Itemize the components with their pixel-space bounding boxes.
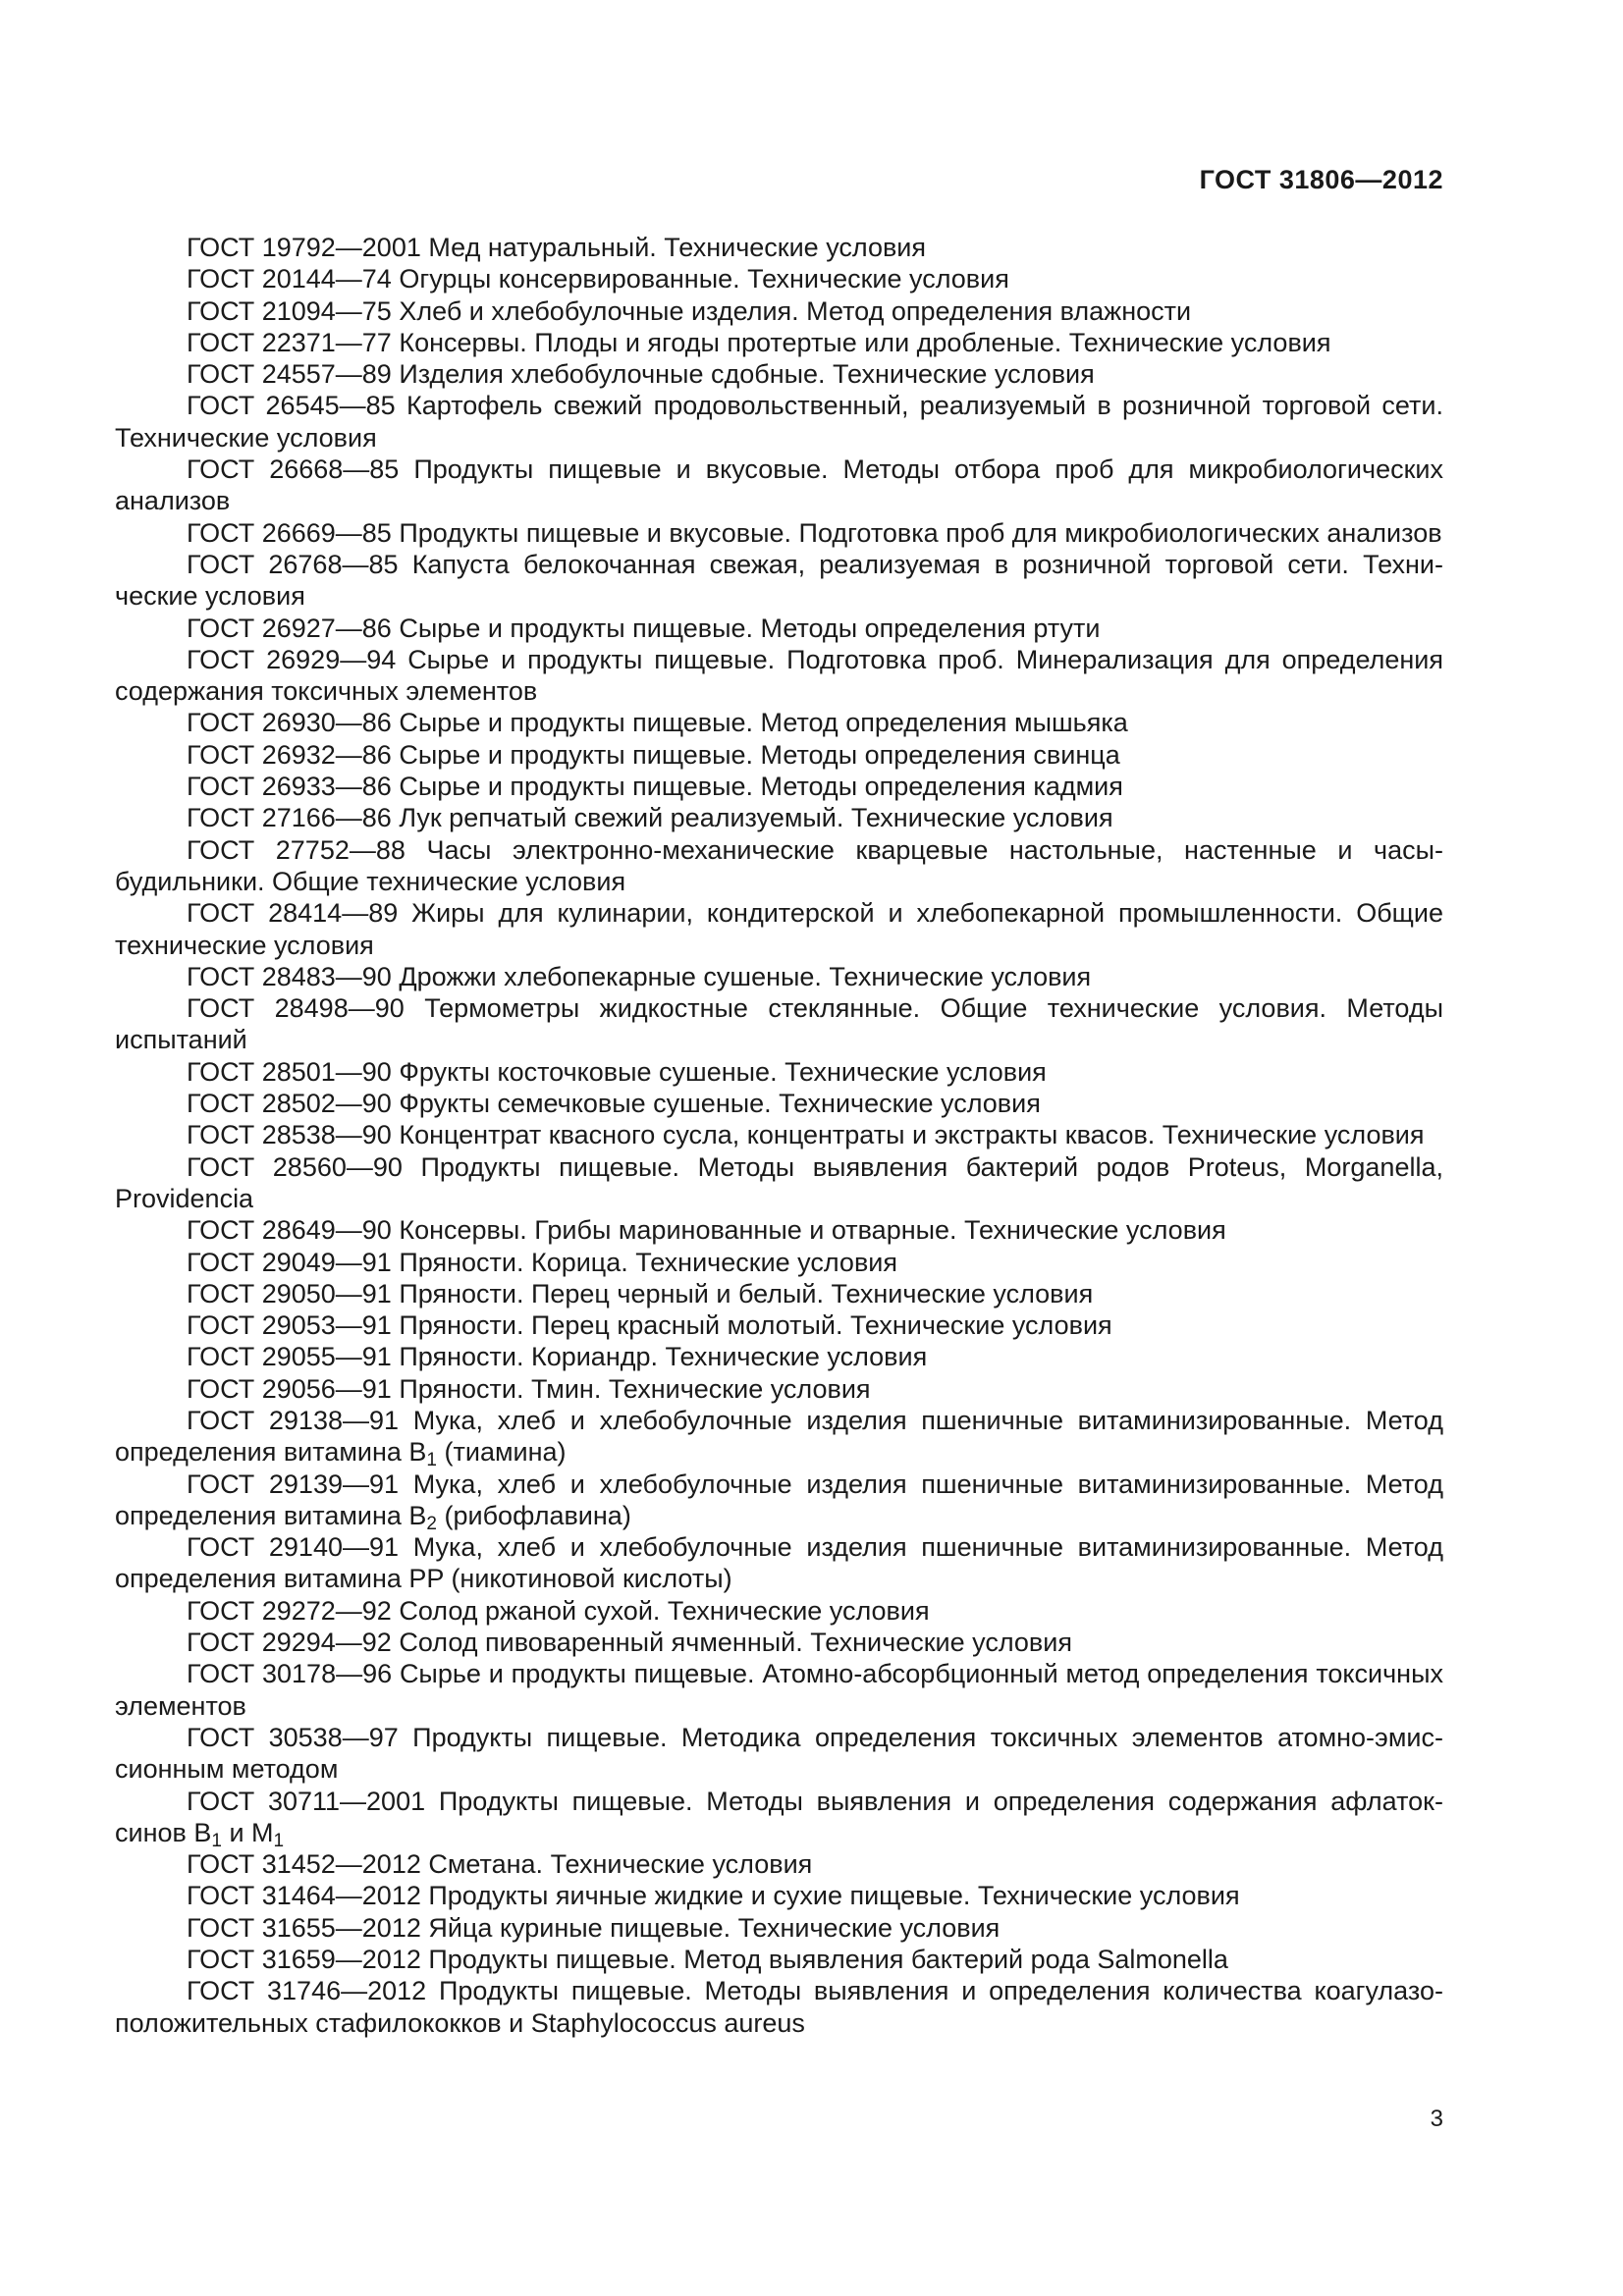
reference-code: ГОСТ 26929—94: [187, 644, 397, 674]
reference-item: [115, 1247, 1443, 1278]
reference-item: [115, 517, 1443, 549]
reference-item: [115, 358, 1443, 390]
reference-item: [115, 1595, 1443, 1627]
document-header: ГОСТ 31806—2012: [1199, 165, 1443, 194]
reference-item: [115, 1309, 1443, 1341]
reference-item: [115, 1341, 1443, 1372]
reference-title: Пряности. Корица. Технические условия: [399, 1247, 897, 1277]
reference-code: ГОСТ 28538—90: [187, 1120, 392, 1150]
reference-title: Огурцы консервированные. Технические условия: [399, 264, 1009, 294]
reference-title: Сырье и продукты пищевые. Атомно-абсорбционный метод определения токсичных элементов: [115, 1659, 1443, 1721]
reference-title: Сырье и продукты пищевые. Методы определения свинца: [399, 739, 1120, 770]
reference-code: ГОСТ 22371—77: [187, 327, 392, 357]
reference-item: [115, 454, 1443, 517]
reference-title: Продукты пищевые. Методы выявления и определения содержания афлатоксинов $B_1$ и $M_1$: [115, 1786, 1443, 1851]
reference-code: ГОСТ 28560—90: [187, 1151, 403, 1182]
reference-title: Сметана. Технические условия: [428, 1849, 813, 1880]
reference-title: Термометры жидкостные стеклянные. Общие технические условия. Методы испытаний: [115, 993, 1443, 1055]
reference-code: ГОСТ 26768—85: [187, 549, 399, 579]
reference-item: [115, 613, 1443, 644]
reference-title: Мука, хлеб и хлебобулочные изделия пшеничные витаминизированные. Метод определения витамина $B_1$ (тиамина): [115, 1405, 1443, 1471]
reference-title: Солод ржаной сухой. Технические условия: [399, 1595, 930, 1626]
reference-code: ГОСТ 24557—89: [187, 359, 392, 390]
reference-title: Пряности. Перец черный и белый. Технические условия: [399, 1278, 1094, 1308]
reference-title: Мука, хлеб и хлебобулочные изделия пшеничные витаминизированные. Метод определения витамина PP (никотиновой кислоты): [115, 1532, 1443, 1594]
reference-item: [115, 1373, 1443, 1405]
reference-item: [115, 1214, 1443, 1246]
reference-title: Изделия хлебобулочные сдобные. Технические условия: [399, 359, 1095, 390]
reference-code: ГОСТ 29139—91: [187, 1468, 400, 1499]
reference-item: [115, 263, 1443, 294]
reference-code: ГОСТ 28502—90: [187, 1089, 392, 1119]
reference-item: [115, 1944, 1443, 1975]
reference-item: [115, 992, 1443, 1056]
reference-title: Пряности. Тмин. Технические условия: [399, 1373, 871, 1404]
reference-title: Продукты пищевые. Метод выявления бактерий рода Salmonella: [428, 1945, 1228, 1975]
reference-item: [115, 390, 1443, 454]
reference-code: ГОСТ 31452—2012: [187, 1849, 421, 1880]
reference-item: [115, 961, 1443, 992]
reference-code: ГОСТ 29050—91: [187, 1278, 392, 1308]
reference-code: ГОСТ 30178—96: [187, 1659, 393, 1689]
reference-item: [115, 1151, 1443, 1215]
reference-code: ГОСТ 21094—75: [187, 295, 392, 326]
reference-title: Фрукты косточковые сушеные. Технические условия: [399, 1056, 1047, 1087]
reference-code: ГОСТ 31464—2012: [187, 1881, 421, 1911]
reference-code: ГОСТ 29055—91: [187, 1342, 392, 1372]
reference-item: [115, 549, 1443, 613]
reference-item: [115, 1119, 1443, 1150]
reference-code: ГОСТ 26545—85: [187, 391, 396, 421]
reference-code: ГОСТ 29140—91: [187, 1532, 400, 1563]
reference-item: [115, 1405, 1443, 1471]
reference-title: Жиры для кулинарии, кондитерской и хлебопекарной промышленности. Общие технические условия: [115, 898, 1443, 960]
reference-title: Консервы. Плоды и ягоды протертые или дробленые. Технические условия: [399, 327, 1331, 357]
reference-code: ГОСТ 29138—91: [187, 1405, 400, 1435]
reference-title: Капуста белокочанная свежая, реализуемая в розничной торговой сети. Технические условия: [115, 549, 1443, 612]
reference-code: ГОСТ 29053—91: [187, 1310, 392, 1341]
reference-item: [115, 644, 1443, 708]
reference-item: [115, 1658, 1443, 1722]
reference-code: ГОСТ 28414—89: [187, 898, 399, 929]
reference-title: Продукты пищевые. Методика определения токсичных элементов атомно-эмиссионным методом: [115, 1722, 1443, 1785]
reference-code: ГОСТ 29049—91: [187, 1247, 392, 1277]
reference-code: ГОСТ 28501—90: [187, 1056, 392, 1087]
reference-code: ГОСТ 29056—91: [187, 1373, 392, 1404]
reference-code: ГОСТ 20144—74: [187, 264, 392, 294]
normative-references-list: [115, 232, 1443, 2039]
reference-title: Продукты яичные жидкие и сухие пищевые. Технические условия: [428, 1881, 1240, 1911]
reference-item: [115, 707, 1443, 738]
reference-title: Сырье и продукты пищевые. Методы определения ртути: [399, 613, 1101, 643]
reference-item: [115, 1848, 1443, 1880]
reference-item: [115, 1056, 1443, 1088]
reference-code: ГОСТ 28649—90: [187, 1215, 392, 1246]
reference-code: ГОСТ 30538—97: [187, 1722, 399, 1752]
reference-code: ГОСТ 29272—92: [187, 1595, 392, 1626]
reference-code: ГОСТ 31655—2012: [187, 1912, 421, 1943]
reference-item: [115, 1278, 1443, 1309]
reference-code: ГОСТ 30711—2001: [187, 1786, 426, 1816]
reference-item: [115, 327, 1443, 358]
reference-title: Часы электронно-механические кварцевые настольные, настенные и часы-будильники. Общие технические условия: [115, 834, 1443, 896]
reference-title: Дрожжи хлебопекарные сушеные. Технические условия: [399, 961, 1092, 991]
reference-item: [115, 771, 1443, 802]
reference-item: [115, 1722, 1443, 1786]
reference-code: ГОСТ 29294—92: [187, 1628, 392, 1658]
reference-code: ГОСТ 26668—85: [187, 454, 400, 485]
reference-item: [115, 1912, 1443, 1944]
reference-title: Яйца куриные пищевые. Технические условия: [428, 1912, 1001, 1943]
reference-title: Концентрат квасного сусла, концентраты и экстракты квасов. Технические условия: [399, 1120, 1425, 1150]
reference-title: Продукты пищевые. Методы выявления и определения количества коагулазоположительных стафилококков и Staphylococcus aureus: [115, 1976, 1443, 2038]
reference-title: Картофель свежий продовольственный, реализуемый в розничной торговой сети. Технические условия: [115, 391, 1443, 453]
reference-title: Сырье и продукты пищевые. Подготовка проб. Минерализация для определения содержания токсичных элементов: [115, 644, 1443, 707]
reference-code: ГОСТ 19792—2001: [187, 233, 421, 262]
reference-item: [115, 295, 1443, 327]
reference-code: ГОСТ 31746—2012: [187, 1976, 427, 2006]
reference-item: [115, 897, 1443, 961]
reference-title: Мед натуральный. Технические условия: [428, 233, 927, 262]
reference-item: [115, 1627, 1443, 1658]
reference-item: [115, 1088, 1443, 1119]
reference-title: Лук репчатый свежий реализуемый. Технические условия: [399, 803, 1113, 833]
reference-item: [115, 1880, 1443, 1911]
reference-item: [115, 739, 1443, 771]
reference-code: ГОСТ 28498—90: [187, 993, 405, 1024]
reference-code: ГОСТ 26927—86: [187, 613, 392, 643]
reference-title: Хлеб и хлебобулочные изделия. Метод определения влажности: [399, 295, 1192, 326]
reference-item: [115, 1786, 1443, 1849]
reference-item: [115, 834, 1443, 898]
reference-code: ГОСТ 26669—85: [187, 517, 392, 548]
reference-title: Сырье и продукты пищевые. Метод определения мышьяка: [399, 708, 1128, 738]
reference-code: ГОСТ 26932—86: [187, 739, 392, 770]
reference-item: [115, 802, 1443, 833]
reference-code: ГОСТ 26930—86: [187, 708, 392, 738]
reference-title: Продукты пищевые. Методы выявления бактерий родов Proteus, Morganella, Providencia: [115, 1151, 1443, 1213]
reference-title: Продукты пищевые и вкусовые. Методы отбора проб для микробиологических анализов: [115, 454, 1443, 516]
reference-code: ГОСТ 31659—2012: [187, 1945, 421, 1975]
reference-item: [115, 1468, 1443, 1532]
reference-title: Пряности. Кориандр. Технические условия: [399, 1342, 928, 1372]
reference-code: ГОСТ 27752—88: [187, 834, 406, 865]
reference-item: [115, 232, 1443, 263]
reference-title: Продукты пищевые и вкусовые. Подготовка проб для микробиологических анализов: [399, 517, 1442, 548]
reference-code: ГОСТ 28483—90: [187, 961, 392, 991]
reference-code: ГОСТ 26933—86: [187, 772, 392, 802]
reference-title: Мука, хлеб и хлебобулочные изделия пшеничные витаминизированные. Метод определения витамина $B_2$ (рибофлавина): [115, 1468, 1443, 1534]
page-number: 3: [1430, 2106, 1443, 2132]
reference-title: Консервы. Грибы маринованные и отварные. Технические условия: [399, 1215, 1226, 1246]
reference-title: Солод пивоваренный ячменный. Технические условия: [399, 1628, 1072, 1658]
reference-title: Пряности. Перец красный молотый. Технические условия: [399, 1310, 1112, 1341]
reference-code: ГОСТ 27166—86: [187, 803, 392, 833]
reference-item: [115, 1975, 1443, 2039]
reference-title: Фрукты семечковые сушеные. Технические условия: [399, 1089, 1041, 1119]
reference-title: Сырье и продукты пищевые. Методы определения кадмия: [399, 772, 1123, 802]
reference-item: [115, 1531, 1443, 1595]
